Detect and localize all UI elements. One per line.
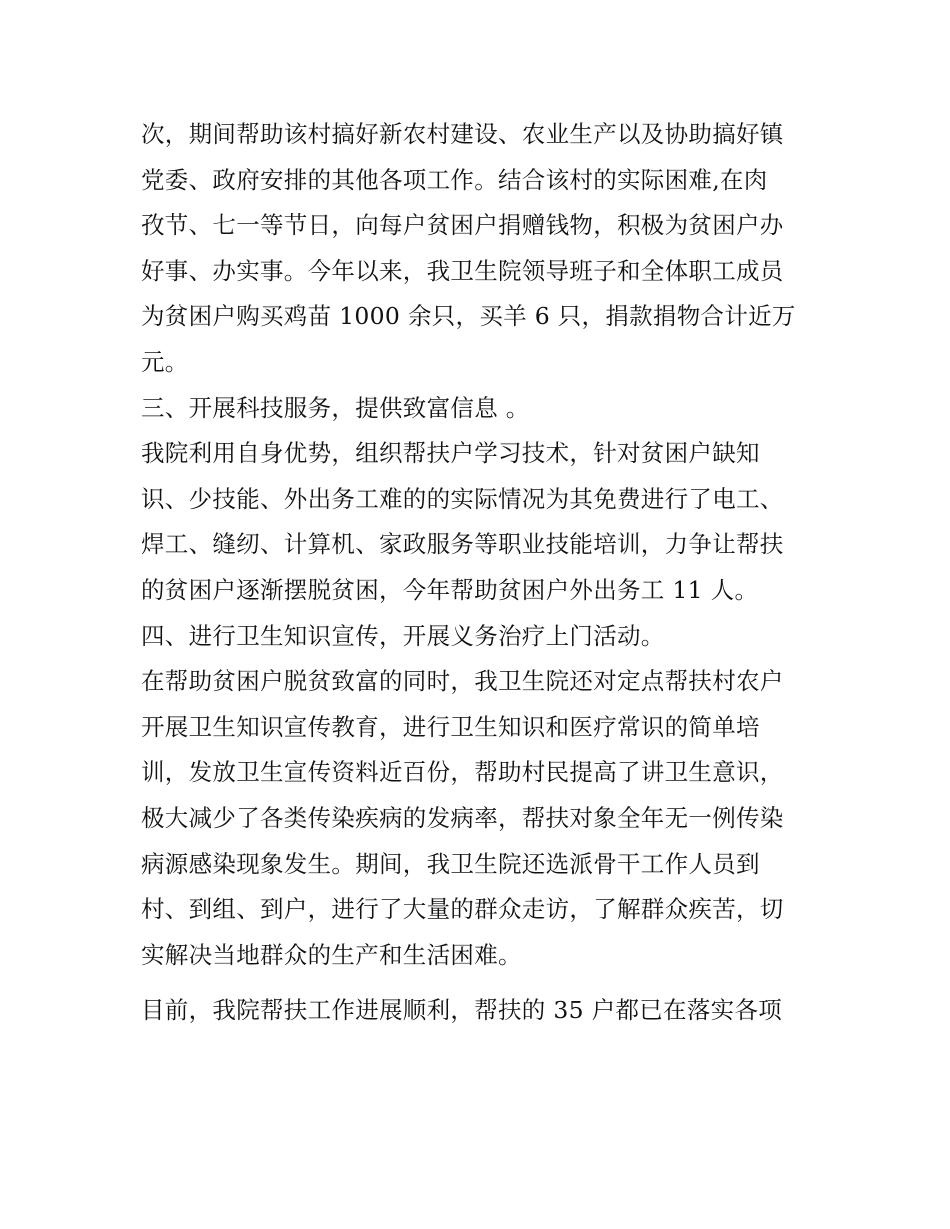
text-line-10: 焊工、缝纫、计算机、家政服务等职业技能培训，力争让帮扶 [141,530,784,559]
text-line-8: 我院利用自身优势，组织帮扶户学习技术，针对贫困户缺知 [141,439,760,468]
section-heading-3: 三、开展科技服务，提供致富信息 。 [141,393,530,422]
text-line-3: 孜节、七一等节日，向每户贫困户捐赠钱物，积极为贫困户办 [141,211,784,240]
text-line-19: 实解决当地群众的生产和生活困难。 [141,940,522,969]
text-line-6: 元。 [141,347,189,376]
text-line-13: 在帮助贫困户脱贫致富的同时，我卫生院还对定点帮扶村农户 [141,667,784,696]
text-line-4: 好事、办实事。今年以来，我卫生院领导班子和全体职工成员 [141,256,784,285]
text-line-18: 村、到组、到户，进行了大量的群众走访，了解群众疾苦，切 [141,895,784,924]
section-heading-4: 四、进行卫生知识宣传，开展义务治疗上门活动。 [141,621,665,650]
text-line-16: 极大减少了各类传染疾病的发病率，帮扶对象全年无一例传染 [141,803,784,832]
text-line-20: 目前，我院帮扶工作进展顺利，帮扶的 35 户都已在落实各项 [141,996,783,1025]
text-line-2: 党委、政府安排的其他各项工作。结合该村的实际困难,在肉 [141,165,768,194]
text-line-9: 识、少技能、外出务工难的的实际情况为其免费进行了电工、 [141,484,784,513]
text-line-15: 训，发放卫生宣传资料近百份，帮助村民提高了讲卫生意识， [141,758,784,787]
text-line-14: 开展卫生知识宣传教育，进行卫生知识和医疗常识的简单培 [141,712,760,741]
text-line-17: 病源感染现象发生。期间，我卫生院还选派骨干工作人员到 [141,849,760,878]
text-line-1: 次，期间帮助该村搞好新农村建设、农业生产以及协助搞好镇 [141,120,784,148]
text-line-5: 为贫困户购买鸡苗 1000 余只，买羊 6 只，捐款捐物合计近万 [141,302,796,331]
document-body [141,112,821,1034]
text-line-11: 的贫困户逐渐摆脱贫困，今年帮助贫困户外出务工 11 人。 [141,575,759,604]
